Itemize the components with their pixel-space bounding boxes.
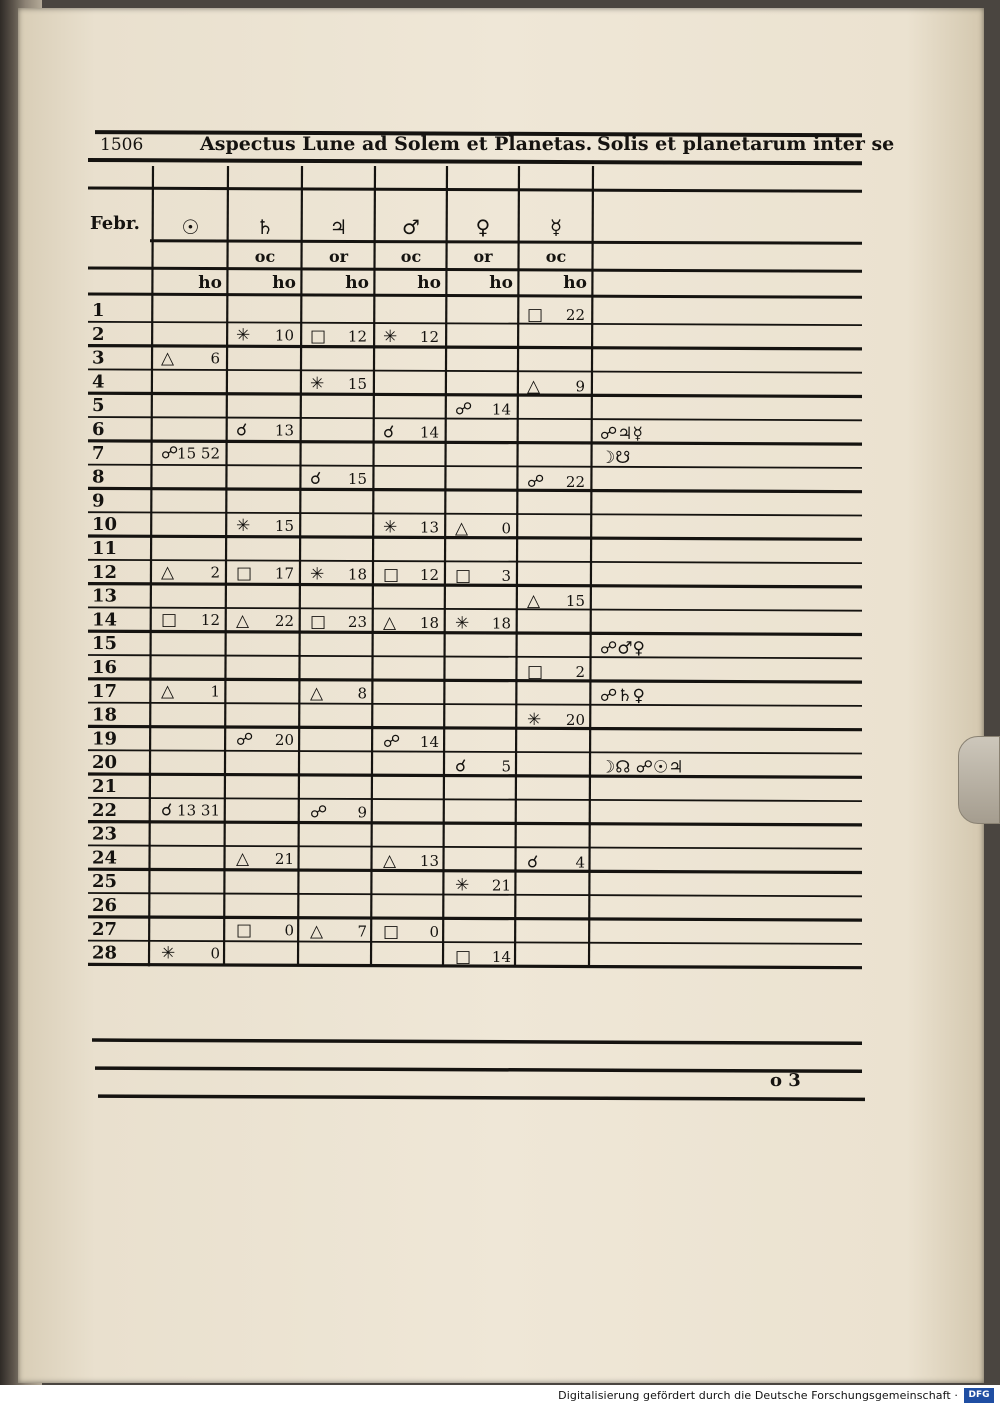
- row-rule: [88, 774, 862, 777]
- aspect-symbol: △: [455, 518, 469, 539]
- aspect-hour: 12: [419, 566, 439, 585]
- aspect-hour: 13 31: [177, 801, 220, 820]
- row-rule: [88, 584, 862, 587]
- aspect-symbol: □: [236, 920, 253, 941]
- column-headers: [182, 215, 587, 293]
- mutual-aspect-entry: ☽☊ ☍☉♃: [600, 757, 684, 778]
- aspect-hour: 13: [419, 851, 439, 870]
- aspect-hour: 20: [274, 731, 294, 750]
- day-label: 26: [92, 895, 118, 917]
- day-label: 14: [92, 609, 118, 631]
- day-label: 13: [92, 585, 118, 607]
- aspect-hour: 3: [501, 567, 511, 586]
- row-rule: [88, 893, 862, 896]
- table-rule: [88, 268, 862, 271]
- day-label: 8: [92, 466, 105, 488]
- aspect-symbol: □: [455, 946, 472, 967]
- aspect-hour: 18: [419, 613, 439, 632]
- aspect-hour: 0: [210, 944, 220, 963]
- aspect-symbol: ✳: [310, 373, 325, 394]
- column-unit-label: ho: [563, 273, 587, 293]
- aspect-symbol: △: [161, 562, 175, 583]
- aspect-symbol: ✳: [161, 943, 176, 964]
- day-label: 23: [92, 823, 118, 845]
- mutual-aspect-entry: ☍♃☿: [600, 424, 643, 445]
- aspect-hour: 15: [565, 591, 585, 610]
- column-planet-symbol: ♂: [402, 215, 420, 239]
- footer-credit: Digitalisierung gefördert durch die Deutsche Forschungsgemeinschaft ·: [558, 1389, 958, 1402]
- aspect-hour: 14: [491, 400, 511, 419]
- aspect-symbol: □: [161, 610, 178, 631]
- row-rule: [88, 964, 862, 967]
- row-rule: [88, 536, 862, 539]
- aspect-hour: 20: [565, 710, 585, 729]
- day-label: 7: [92, 442, 105, 464]
- day-label: 20: [92, 752, 118, 774]
- row-rule: [88, 750, 862, 753]
- aspect-symbol: ☌: [527, 852, 539, 873]
- table-rule: [150, 241, 862, 244]
- row-rule: [88, 845, 862, 848]
- aspect-hour: 15 52: [177, 444, 220, 463]
- aspect-symbol: △: [236, 611, 250, 632]
- aspect-symbol: □: [310, 326, 327, 347]
- aspect-hour: 2: [575, 663, 585, 682]
- header-rule-bottom: [88, 160, 862, 163]
- aspect-hour: 13: [419, 518, 439, 537]
- dfg-logo: DFG: [964, 1388, 994, 1403]
- row-rule: [88, 679, 862, 682]
- day-label: 24: [92, 847, 118, 869]
- row-rule: [88, 655, 862, 658]
- column-position-label: or: [473, 247, 493, 266]
- day-label: 12: [92, 561, 118, 583]
- aspect-hour: 10: [274, 326, 294, 345]
- row-rule: [88, 322, 862, 325]
- column-planet-symbol: ♄: [256, 215, 274, 239]
- day-label: 10: [92, 514, 118, 536]
- aspect-hour: 12: [200, 611, 220, 630]
- aspect-hour: 21: [274, 850, 294, 869]
- row-rule: [88, 512, 862, 515]
- header-year: 1506: [100, 135, 144, 155]
- aspect-symbol: ✳: [527, 709, 542, 730]
- day-label: 11: [92, 538, 118, 560]
- aspect-hour: 9: [357, 803, 367, 822]
- aspect-symbol: △: [161, 681, 175, 702]
- column-unit-label: ho: [489, 273, 513, 293]
- aspect-symbol: △: [161, 348, 175, 369]
- aspect-hour: 6: [210, 349, 220, 368]
- row-rule: [88, 703, 862, 706]
- column-unit-label: ho: [198, 273, 222, 293]
- aspect-hour: 23: [347, 612, 367, 631]
- aspect-hour: 0: [501, 519, 511, 538]
- column-position-label: oc: [254, 247, 276, 266]
- aspect-symbol: ✳: [310, 564, 325, 585]
- header-title: Aspectus Lune ad Solem et Planetas.: [200, 133, 593, 155]
- row-rule: [88, 726, 862, 729]
- aspect-hour: 18: [347, 565, 367, 584]
- row-rule: [88, 346, 862, 349]
- digitization-footer: [0, 1385, 1000, 1407]
- aspect-hour: 12: [419, 328, 439, 347]
- aspect-symbol: △: [310, 683, 324, 704]
- aspect-hour: 12: [347, 327, 367, 346]
- aspect-hour: 0: [284, 921, 294, 940]
- day-label: 4: [92, 371, 105, 393]
- row-rule: [88, 488, 862, 491]
- day-label: 2: [92, 323, 105, 345]
- row-rule: [88, 465, 862, 468]
- aspect-symbol: □: [527, 662, 544, 683]
- day-label: 1: [92, 300, 105, 322]
- column-position-label: oc: [545, 247, 567, 266]
- row-rule: [88, 369, 862, 372]
- aspect-hour: 14: [419, 732, 439, 751]
- day-label: 19: [92, 728, 118, 750]
- day-label: 9: [92, 490, 105, 512]
- aspect-symbol: ☌: [455, 756, 467, 777]
- mutual-aspects: [600, 424, 683, 777]
- day-label: 25: [92, 871, 118, 893]
- bottom-rule: [95, 1068, 862, 1071]
- aspect-hour: 9: [575, 377, 585, 396]
- row-rule: [88, 869, 862, 872]
- aspect-symbol: △: [527, 376, 541, 397]
- mutual-aspect-entry: ☍♄♀: [600, 685, 645, 706]
- table-rule: [88, 294, 862, 297]
- column-planet-symbol: ☿: [549, 215, 563, 239]
- column-planet-symbol: ♃: [329, 215, 348, 239]
- bottom-rule: [98, 1096, 865, 1099]
- aspect-symbol: △: [310, 921, 324, 942]
- page-signature: o 3: [770, 1070, 801, 1091]
- aspect-hour: 0: [429, 923, 439, 942]
- aspect-hour: 15: [347, 374, 367, 393]
- aspect-symbol: △: [527, 590, 541, 611]
- aspect-hour: 18: [491, 614, 511, 633]
- column-unit-label: ho: [417, 273, 441, 293]
- header-subtitle: Solis et planetarum inter se: [597, 133, 895, 155]
- aspect-symbol: ☍: [236, 730, 254, 751]
- aspect-hour: 13: [274, 421, 294, 440]
- aspect-hour: 5: [501, 757, 511, 776]
- column-unit-label: ho: [272, 273, 296, 293]
- aspect-symbol: □: [310, 611, 327, 632]
- aspect-hour: 17: [274, 564, 294, 583]
- aspect-symbol: □: [236, 563, 253, 584]
- aspect-symbol: ☍: [455, 399, 473, 420]
- aspect-hour: 14: [419, 423, 439, 442]
- aspect-hour: 14: [491, 947, 511, 966]
- column-position-label: oc: [400, 247, 422, 266]
- aspect-hour: 22: [565, 472, 585, 491]
- aspect-hour: 2: [210, 563, 220, 582]
- row-rule: [88, 417, 862, 420]
- aspect-hour: 4: [575, 853, 585, 872]
- row-rule: [88, 917, 862, 920]
- month-label: Febr.: [90, 213, 140, 234]
- day-label: 5: [92, 395, 105, 417]
- aspect-hour: 15: [347, 470, 367, 489]
- aspect-symbol: ☌: [236, 420, 248, 441]
- day-label: 27: [92, 918, 118, 940]
- mutual-aspect-entry: ☍♂♀: [600, 638, 645, 659]
- aspect-hour: 22: [274, 612, 294, 631]
- aspect-symbol: △: [383, 850, 397, 871]
- day-label: 15: [92, 633, 118, 655]
- aspect-symbol: □: [455, 566, 472, 587]
- aspect-symbol: ☍: [527, 471, 545, 492]
- aspect-symbol: ☍: [383, 731, 401, 752]
- aspect-symbol: □: [383, 922, 400, 943]
- day-label: 21: [92, 776, 118, 798]
- aspect-symbol: ✳: [455, 613, 470, 634]
- aspect-symbol: □: [527, 305, 544, 326]
- day-label: 17: [92, 680, 118, 702]
- day-label: 28: [92, 942, 118, 964]
- column-unit-label: ho: [345, 273, 369, 293]
- aspect-symbol: □: [383, 565, 400, 586]
- table-rule: [88, 188, 862, 191]
- aspect-hour: 1: [210, 682, 220, 701]
- aspect-hour: 21: [491, 876, 511, 895]
- bottom-rule: [92, 1040, 862, 1043]
- aspect-symbol: ✳: [383, 517, 398, 538]
- aspect-hour: 8: [357, 684, 367, 703]
- day-label: 22: [92, 799, 118, 821]
- column-planet-symbol: ♀: [475, 215, 491, 239]
- column-position-label: or: [328, 247, 349, 266]
- day-label: 6: [92, 419, 105, 441]
- aspect-hour: 7: [357, 922, 367, 941]
- aspect-symbol: ✳: [383, 327, 398, 348]
- aspect-symbol: ✳: [236, 515, 251, 536]
- aspect-hour: 15: [274, 516, 294, 535]
- column-planet-symbol: ☉: [181, 215, 200, 239]
- row-rule: [88, 941, 862, 944]
- aspect-symbol: ☌: [383, 422, 395, 443]
- mutual-aspect-entry: ☽☋: [600, 447, 631, 468]
- row-rule: [88, 393, 862, 396]
- aspect-hour: 22: [565, 306, 585, 325]
- day-label: 3: [92, 347, 105, 369]
- row-rule: [88, 822, 862, 825]
- aspect-symbol: ☌: [161, 800, 173, 821]
- aspect-symbol: △: [236, 849, 250, 870]
- aspect-symbol: ☍: [310, 802, 328, 823]
- day-label: 16: [92, 657, 118, 679]
- day-label: 18: [92, 704, 118, 726]
- column-divider: [589, 166, 593, 966]
- row-rule: [88, 631, 862, 634]
- aspect-symbol: ✳: [236, 325, 251, 346]
- aspect-symbol: ☍: [161, 443, 179, 464]
- row-rule: [88, 560, 862, 563]
- aspect-symbol: △: [383, 612, 397, 633]
- aspect-symbol: ☌: [310, 469, 322, 490]
- aspect-symbol: ✳: [455, 875, 470, 896]
